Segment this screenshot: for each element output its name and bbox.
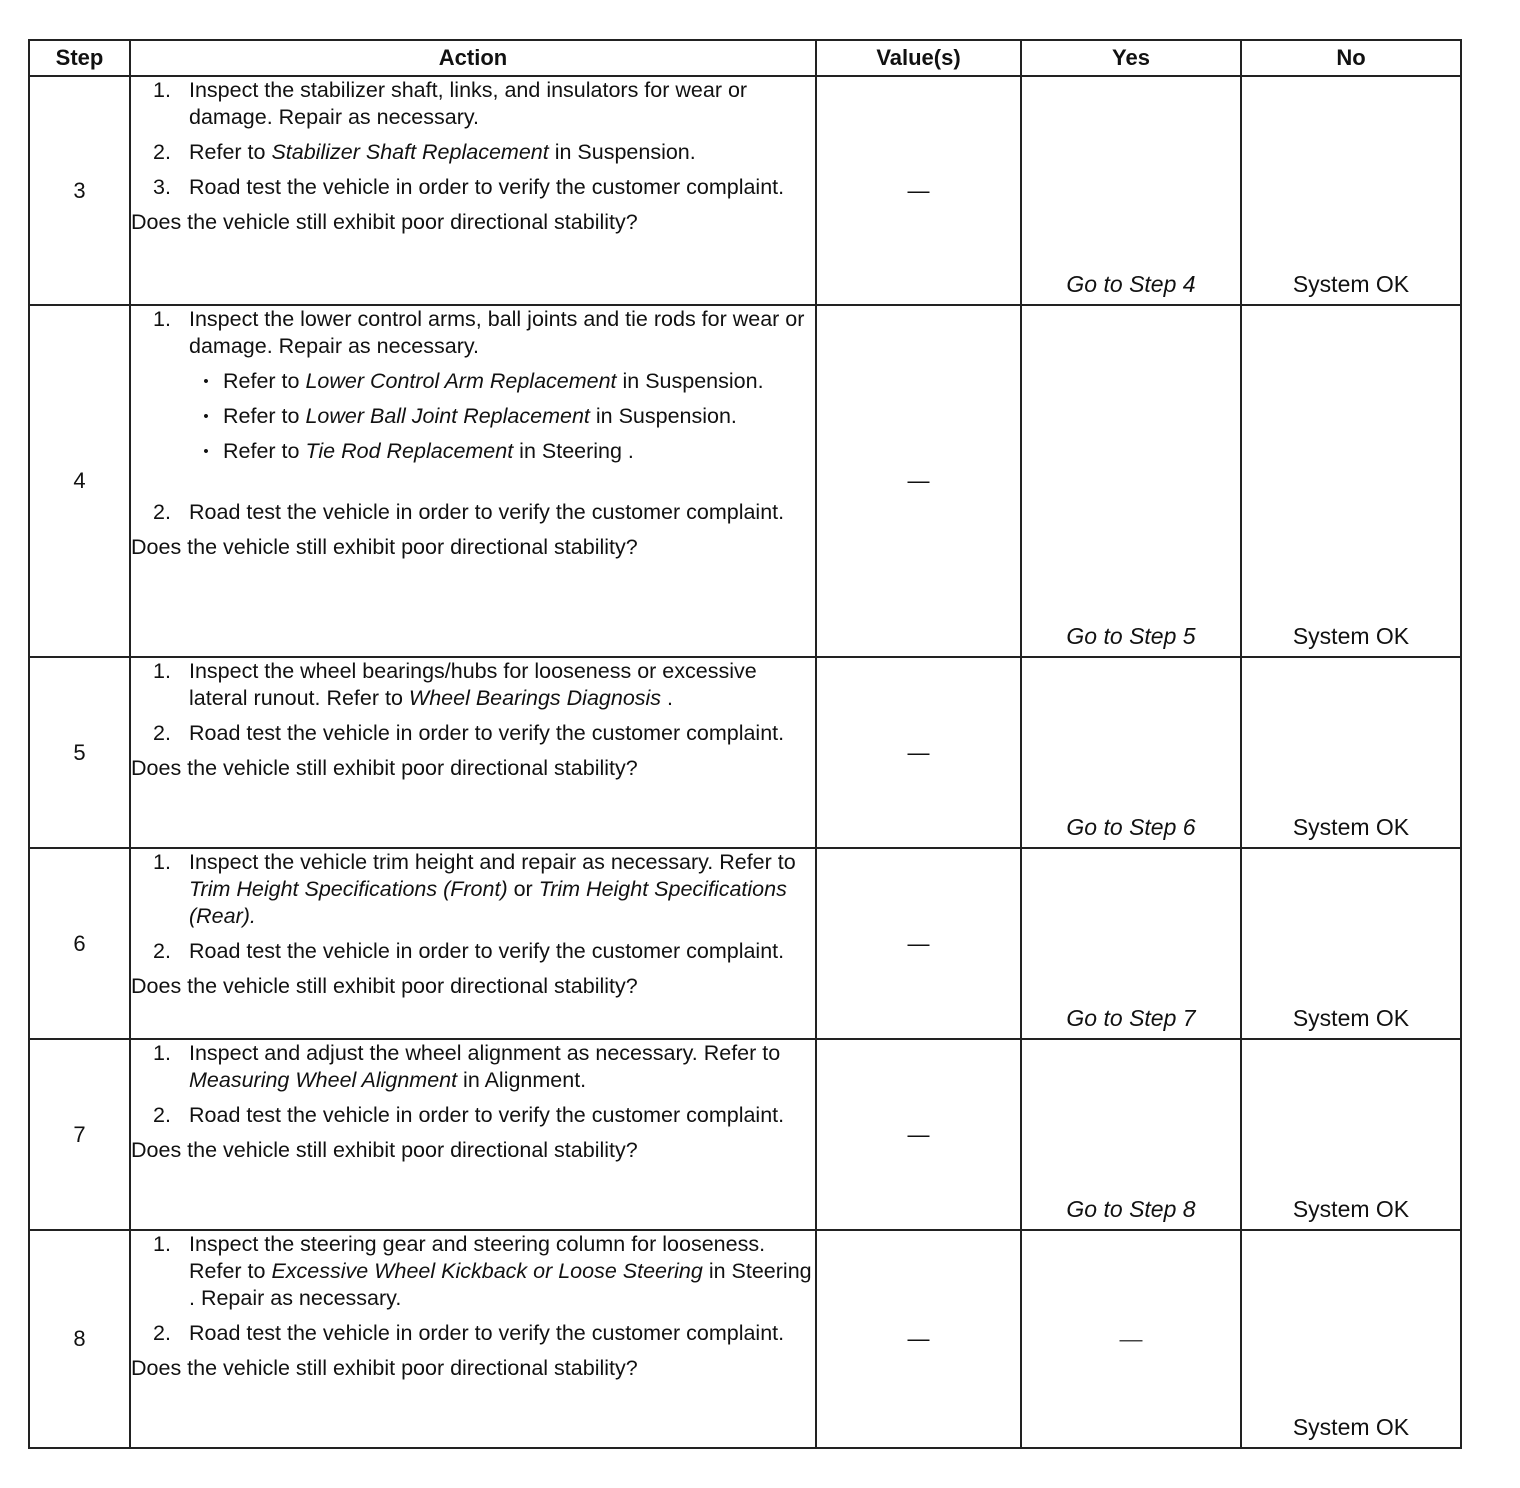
- step-number: 3: [29, 76, 130, 305]
- system-ok-text: System OK: [1292, 271, 1410, 297]
- question-text: Does the vehicle still exhibit poor directional stability?: [131, 974, 638, 998]
- bullet-item: • Refer to Lower Control Arm Replacement in Suspension.: [203, 369, 764, 393]
- value-cell: —: [816, 1230, 1021, 1448]
- no-cell: [1241, 305, 1461, 657]
- action-text: Refer to: [223, 439, 306, 463]
- action-text: Refer to: [223, 404, 306, 428]
- road-test-text: Road test the vehicle in order to verify the customer complaint.: [189, 1103, 785, 1127]
- go-to-step-link[interactable]: Go to Step 5: [1066, 623, 1196, 649]
- reference-link[interactable]: Lower Control Arm Replacement: [305, 369, 617, 393]
- question-text: Does the vehicle still exhibit poor directional stability?: [131, 756, 638, 780]
- action-cell: [130, 848, 816, 1039]
- action-text: Inspect the wheel bearings/hubs for looseness or excessive lateral runout. Refer to: [189, 659, 757, 710]
- question-text: Does the vehicle still exhibit poor directional stability?: [131, 210, 638, 234]
- step-number: 4: [29, 305, 130, 657]
- step-number: 7: [29, 1039, 130, 1230]
- list-item: 2. Road test the vehicle in order to verify the customer complaint.: [153, 1320, 815, 1347]
- value-cell: —: [816, 76, 1021, 305]
- go-to-step-link[interactable]: Go to Step 8: [1066, 1196, 1196, 1222]
- reference-link[interactable]: Wheel Bearings Diagnosis: [408, 686, 662, 710]
- road-test-text: Road test the vehicle in order to verify the customer complaint.: [189, 721, 785, 745]
- action-cell: [130, 1230, 816, 1448]
- header-action: Action: [130, 40, 816, 76]
- value-cell: —: [816, 657, 1021, 848]
- list-item: 1. Inspect the vehicle trim height and repair as necessary. Refer to Trim Height Specifications (Front) or Trim Height Specifications (Rear).: [153, 850, 796, 928]
- list-item: 1. Inspect the lower control arms, ball joints and tie rods for wear or damage. Repair as necessary. • Refer to Lower Control Arm Replacement in Suspension. • Refer to Lower Ball Joint Replacement in Suspension. • Refer to Tie Rod Replacement in Steering .: [153, 306, 815, 491]
- table-row: [29, 305, 1461, 657]
- yes-cell: [1021, 305, 1241, 657]
- table-row: [29, 1039, 1461, 1230]
- road-test-text: Road test the vehicle in order to verify the customer complaint.: [189, 939, 785, 963]
- action-text: in Alignment.: [457, 1068, 587, 1092]
- action-text: in Steering . Repair as necessary.: [189, 1259, 812, 1310]
- road-test-text: Road test the vehicle in order to verify the customer complaint.: [189, 1321, 785, 1345]
- step-number: 5: [29, 657, 130, 848]
- list-item: 3. Road test the vehicle in order to verify the customer complaint.: [153, 174, 815, 201]
- step-number: 8: [29, 1230, 130, 1448]
- list-item: 2. Road test the vehicle in order to verify the customer complaint.: [153, 720, 815, 747]
- action-text: Inspect the lower control arms, ball joints and tie rods for wear or damage. Repair as necessary.: [189, 307, 805, 358]
- reference-link[interactable]: Lower Ball Joint Replacement: [305, 404, 590, 428]
- system-ok-text: System OK: [1292, 1196, 1410, 1222]
- table-row: [29, 76, 1461, 305]
- list-item: 2. Road test the vehicle in order to verify the customer complaint.: [153, 499, 815, 526]
- action-cell: [130, 305, 816, 657]
- system-ok-text: System OK: [1292, 623, 1410, 649]
- header-values: Value(s): [816, 40, 1021, 76]
- no-cell: [1241, 1039, 1461, 1230]
- no-cell: [1241, 657, 1461, 848]
- yes-cell: [1021, 1039, 1241, 1230]
- action-text: Refer to: [223, 369, 306, 393]
- reference-link[interactable]: Trim Height Specifications (Rear).: [189, 877, 787, 928]
- reference-link[interactable]: Tie Rod Replacement: [305, 439, 514, 463]
- list-item: 1. Inspect the stabilizer shaft, links, and insulators for wear or damage. Repair as necessary.: [153, 77, 815, 131]
- yes-cell: [1021, 1230, 1241, 1448]
- action-text: in Suspension.: [548, 140, 696, 164]
- list-item: 2. Road test the vehicle in order to verify the customer complaint.: [153, 1102, 815, 1129]
- question-text: Does the vehicle still exhibit poor directional stability?: [131, 1138, 638, 1162]
- reference-link[interactable]: Excessive Wheel Kickback or Loose Steering: [271, 1259, 703, 1283]
- no-cell: [1241, 848, 1461, 1039]
- action-text: Inspect the stabilizer shaft, links, and insulators for wear or damage. Repair as necessary.: [189, 78, 748, 129]
- action-text: or: [507, 877, 539, 901]
- action-text: Refer to: [189, 140, 272, 164]
- list-item: 1. Inspect and adjust the wheel alignment as necessary. Refer to Measuring Wheel Alignment in Alignment.: [153, 1041, 781, 1092]
- bullet-item: • Refer to Lower Ball Joint Replacement in Suspension.: [203, 404, 737, 428]
- step-number: 6: [29, 848, 130, 1039]
- go-to-step-link[interactable]: Go to Step 7: [1066, 1005, 1196, 1031]
- header-row: [29, 40, 1461, 76]
- table-row: [29, 1230, 1461, 1448]
- yes-cell: [1021, 76, 1241, 305]
- system-ok-text: System OK: [1292, 814, 1410, 840]
- action-text: in Steering .: [513, 439, 634, 463]
- action-cell: [130, 1039, 816, 1230]
- header-step: Step: [29, 40, 130, 76]
- yes-cell: [1021, 657, 1241, 848]
- yes-cell: [1021, 848, 1241, 1039]
- bullet-item: • Refer to Tie Rod Replacement in Steering .: [203, 439, 634, 463]
- go-to-step-link[interactable]: Go to Step 4: [1066, 271, 1196, 297]
- header-yes: Yes: [1021, 40, 1241, 76]
- list-item: 2. Road test the vehicle in order to verify the customer complaint.: [153, 938, 815, 965]
- value-cell: —: [816, 1039, 1021, 1230]
- road-test-text: Road test the vehicle in order to verify the customer complaint.: [189, 175, 785, 199]
- question-text: Does the vehicle still exhibit poor directional stability?: [131, 535, 638, 559]
- action-text: Inspect the vehicle trim height and repair as necessary. Refer to: [189, 850, 796, 874]
- table-row: [29, 848, 1461, 1039]
- action-text: in Suspension.: [589, 404, 737, 428]
- list-item: 1. Inspect the steering gear and steering column for looseness. Refer to Excessive Wheel Kickback or Loose Steering in Steering . Repair as necessary.: [153, 1232, 812, 1310]
- no-cell: [1241, 76, 1461, 305]
- action-text: in Suspension.: [616, 369, 764, 393]
- no-cell: [1241, 1230, 1461, 1448]
- action-text: .: [661, 686, 674, 710]
- value-cell: —: [816, 305, 1021, 657]
- question-text: Does the vehicle still exhibit poor directional stability?: [131, 1356, 638, 1380]
- system-ok-text: System OK: [1292, 1414, 1410, 1440]
- list-item: 2. Refer to Stabilizer Shaft Replacement in Suspension.: [153, 140, 696, 164]
- system-ok-text: System OK: [1292, 1005, 1410, 1031]
- action-cell: [130, 76, 816, 305]
- header-no: No: [1241, 40, 1461, 76]
- reference-link[interactable]: Measuring Wheel Alignment: [189, 1068, 458, 1092]
- reference-link[interactable]: Trim Height Specifications (Front): [189, 877, 508, 901]
- reference-link[interactable]: Stabilizer Shaft Replacement: [271, 140, 549, 164]
- diagnostic-table: [28, 39, 1462, 1449]
- road-test-text: Road test the vehicle in order to verify the customer complaint.: [189, 500, 785, 524]
- table-row: [29, 657, 1461, 848]
- action-text: Inspect the steering gear and steering column for looseness. Refer to: [189, 1232, 766, 1283]
- action-cell: [130, 657, 816, 848]
- yes-dash: —: [1119, 1325, 1143, 1352]
- value-cell: —: [816, 848, 1021, 1039]
- list-item: 1. Inspect the wheel bearings/hubs for looseness or excessive lateral runout. Refer to Wheel Bearings Diagnosis .: [153, 659, 757, 710]
- action-text: Inspect and adjust the wheel alignment as necessary. Refer to: [189, 1041, 781, 1065]
- go-to-step-link[interactable]: Go to Step 6: [1066, 814, 1196, 840]
